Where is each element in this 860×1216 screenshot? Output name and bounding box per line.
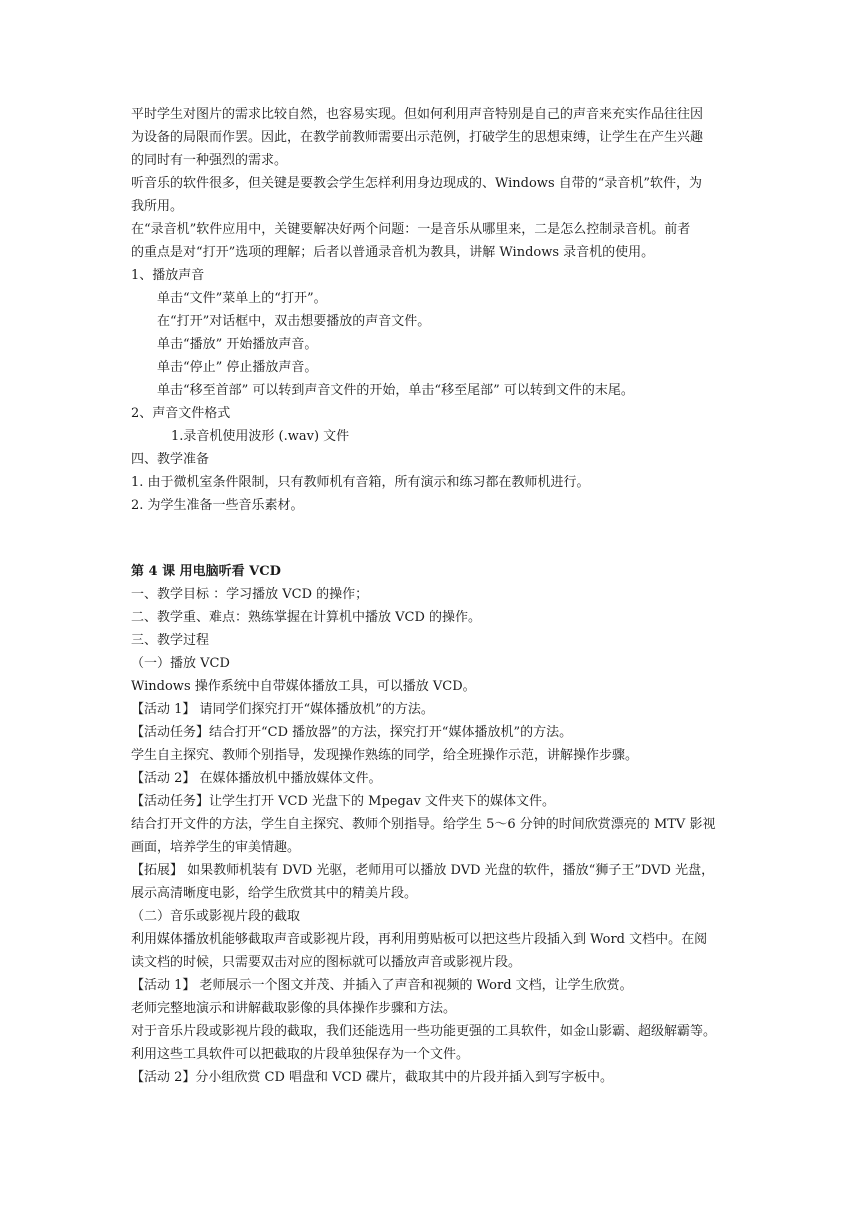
lesson-line: 利用这些工具软件可以把截取的片段单独保存为一个文件。 — [131, 1047, 470, 1062]
list-item: 单击“移至首部” 可以转到声音文件的开始，单击“移至尾部” 可以转到文件的末尾。 — [157, 383, 634, 398]
lesson-line: （一）播放 VCD — [131, 656, 230, 671]
section-heading-sound-format: 2、声音文件格式 — [131, 406, 231, 421]
lesson-line: 对于音乐片段或影视片段的截取，我们还能选用一些功能更强的工具软件，如金山影霸、超级解霸等。 — [131, 1024, 717, 1039]
intro-line: 的同时有一种强烈的需求。 — [131, 153, 288, 168]
lesson-line: （二）音乐或影视片段的截取 — [131, 909, 301, 924]
section-heading-teaching-prep: 四、教学准备 — [131, 452, 210, 467]
lesson-line: 【活动 1】 请同学们探究打开“媒体播放机”的方法。 — [131, 702, 434, 717]
lesson-line: 【活动 1】 老师展示一个图文并茂、并插入了声音和视频的 Word 文档，让学生欣赏。 — [131, 978, 633, 993]
lesson-line: 【活动 2】 在媒体播放机中播放媒体文件。 — [131, 771, 382, 786]
intro-line: 听音乐的软件很多，但关键是要教会学生怎样利用身边现成的、Windows 自带的“录音机”软件，为 — [131, 176, 703, 191]
lesson-line: 结合打开文件的方法，学生自主探究、教师个别指导。给学生 5～6 分钟的时间欣赏漂亮的 MTV 影视 — [131, 817, 716, 832]
lesson-line: 【拓展】 如果教师机装有 DVD 光驱，老师用可以播放 DVD 光盘的软件，播放“狮子王”DVD 光盘， — [131, 863, 715, 878]
lesson-line: Windows 操作系统中自带媒体播放工具，可以播放 VCD。 — [131, 679, 476, 694]
list-item: 1. 由于微机室条件限制，只有教师机有音箱，所有演示和练习都在教师机进行。 — [131, 475, 590, 490]
list-item: 单击“文件”菜单上的“打开”。 — [157, 291, 327, 306]
lesson-line: 利用媒体播放机能够截取声音或影视片段，再利用剪贴板可以把这些片段插入到 Word 文档中。在阅 — [131, 932, 708, 947]
lesson-line: 【活动 2】分小组欣赏 CD 唱盘和 VCD 碟片，截取其中的片段并插入到写字板中。 — [131, 1070, 614, 1085]
list-item: 2. 为学生准备一些音乐素材。 — [131, 498, 304, 513]
list-item: 单击“停止” 停止播放声音。 — [157, 360, 318, 375]
intro-line: 的重点是对“打开”选项的理解；后者以普通录音机为教具，讲解 Windows 录音机的使用。 — [131, 245, 655, 260]
lesson-line: 一、教学目标 ：学习播放 VCD 的操作； — [131, 587, 369, 602]
intro-line: 我所用。 — [131, 199, 184, 214]
lesson-line: 老师完整地演示和讲解截取影像的具体操作步骤和方法。 — [131, 1001, 457, 1016]
list-item: 在“打开”对话框中，双击想要播放的声音文件。 — [157, 314, 431, 329]
lesson-line: 三、教学过程 — [131, 633, 210, 648]
lesson-title: 第 4 课 用电脑听看 VCD — [131, 564, 281, 579]
lesson-line: 【活动任务】让学生打开 VCD 光盘下的 Mpegav 文件夹下的媒体文件。 — [131, 794, 556, 809]
lesson-line: 读文档的时候，只需要双击对应的图标就可以播放声音或影视片段。 — [131, 955, 522, 970]
intro-line: 平时学生对图片的需求比较自然，也容易实现。但如何利用声音特别是自己的声音来充实作品往往因 — [131, 107, 704, 122]
lesson-line: 【活动任务】结合打开“CD 播放器”的方法，探究打开“媒体播放机”的方法。 — [131, 725, 573, 740]
lesson-line: 二、教学重、难点：熟练掌握在计算机中播放 VCD 的操作。 — [131, 610, 482, 625]
lesson-line: 学生自主探究、教师个别指导，发现操作熟练的同学，给全班操作示范，讲解操作步骤。 — [131, 748, 639, 763]
list-item: 单击“播放” 开始播放声音。 — [157, 337, 318, 352]
section-heading-play-sound: 1、播放声音 — [131, 268, 205, 283]
list-item: 1.录音机使用波形 (.wav) 文件 — [171, 429, 350, 444]
lesson-line: 展示高清晰度电影，给学生欣赏其中的精美片段。 — [131, 886, 418, 901]
intro-line: 为设备的局限而作罢。因此，在教学前教师需要出示范例，打破学生的思想束缚，让学生在产生兴趣 — [131, 130, 704, 145]
intro-line: 在“录音机”软件应用中，关键要解决好两个问题：一是音乐从哪里来，二是怎么控制录音机。前者 — [131, 222, 691, 237]
lesson-line: 画面，培养学生的审美情趣。 — [131, 840, 301, 855]
